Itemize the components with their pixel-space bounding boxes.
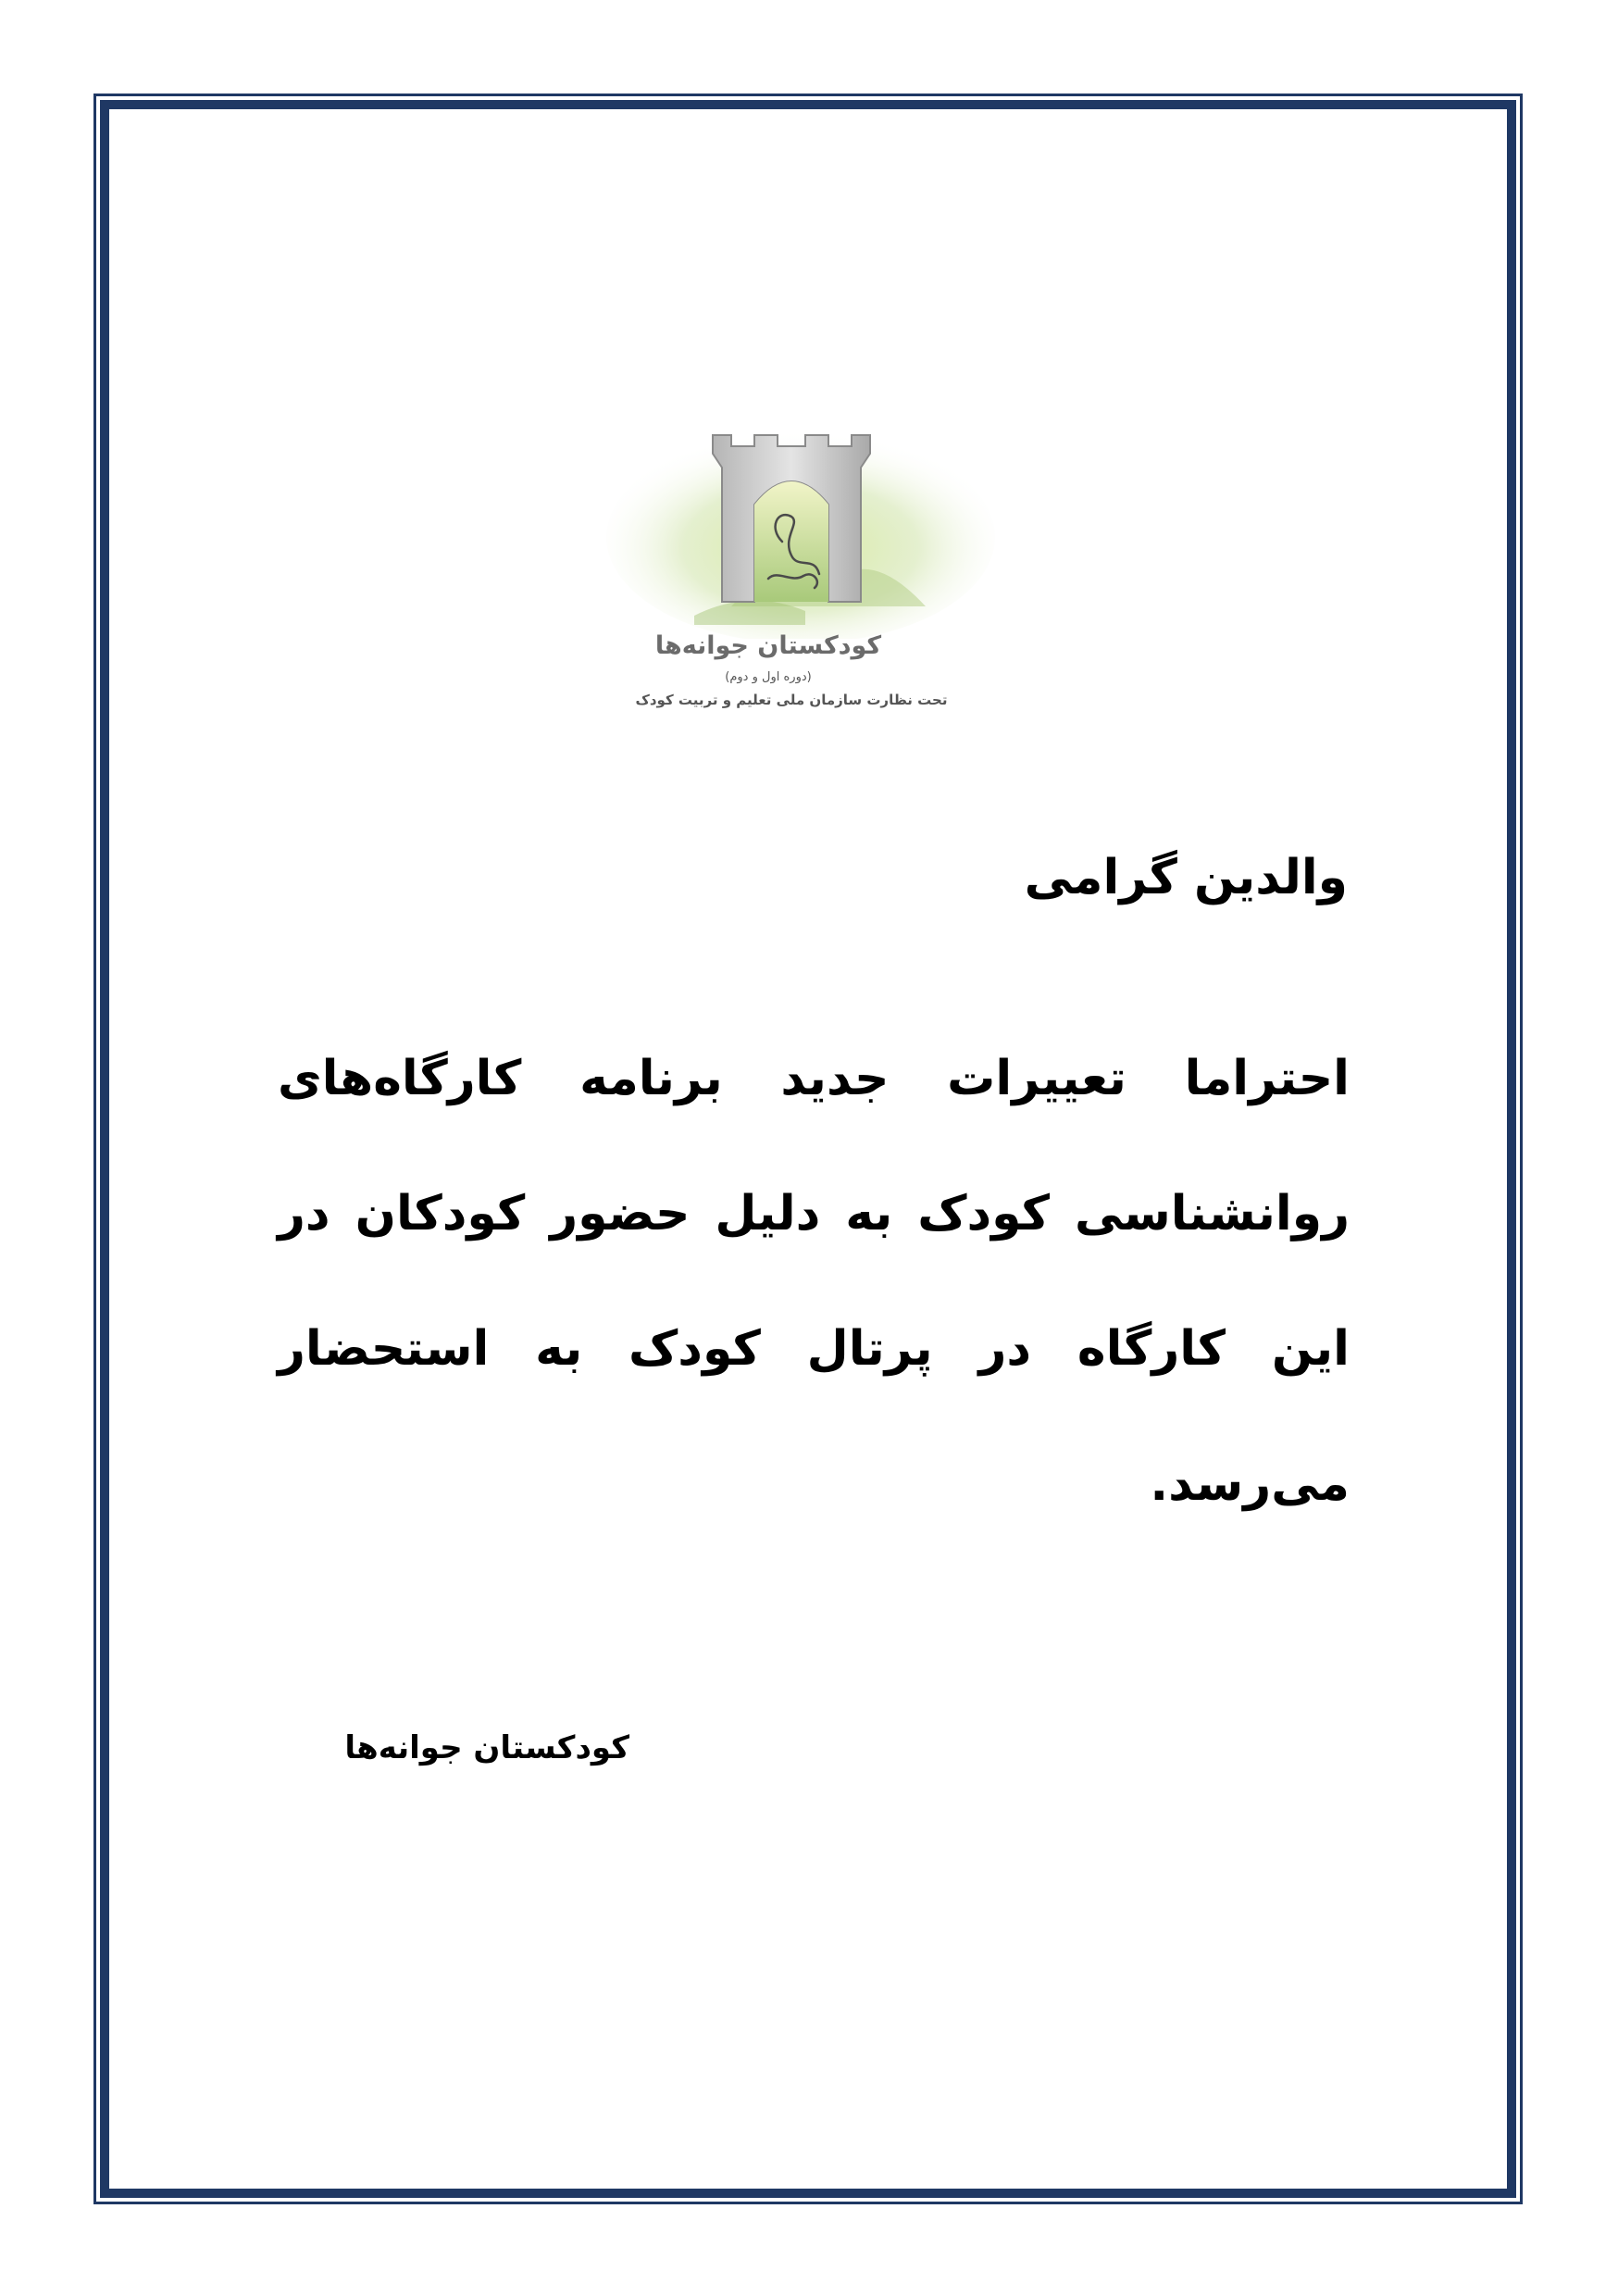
logo-supervision-text: تحت نظارت سازمان ملی تعلیم و تربیت کودک bbox=[635, 692, 948, 708]
castle-logo-icon bbox=[592, 417, 1027, 639]
logo-subtitle: (دوره اول و دوم) bbox=[725, 670, 812, 684]
kindergarten-logo bbox=[592, 417, 1027, 731]
logo-title: کودکستان جوانه‌ها bbox=[654, 631, 882, 660]
letter-signature: کودکستان جوانه‌ها bbox=[344, 1729, 629, 1766]
letter-salutation: والدین گرامی bbox=[1024, 850, 1348, 905]
letter-body: احتراما تعییرات جدید برنامه کارگاه‌های روانشناسی کودک به دلیل حضور کودکان در این کارگاه در پرتال کودک به استحضار می‌رسد. bbox=[278, 1051, 1350, 1512]
